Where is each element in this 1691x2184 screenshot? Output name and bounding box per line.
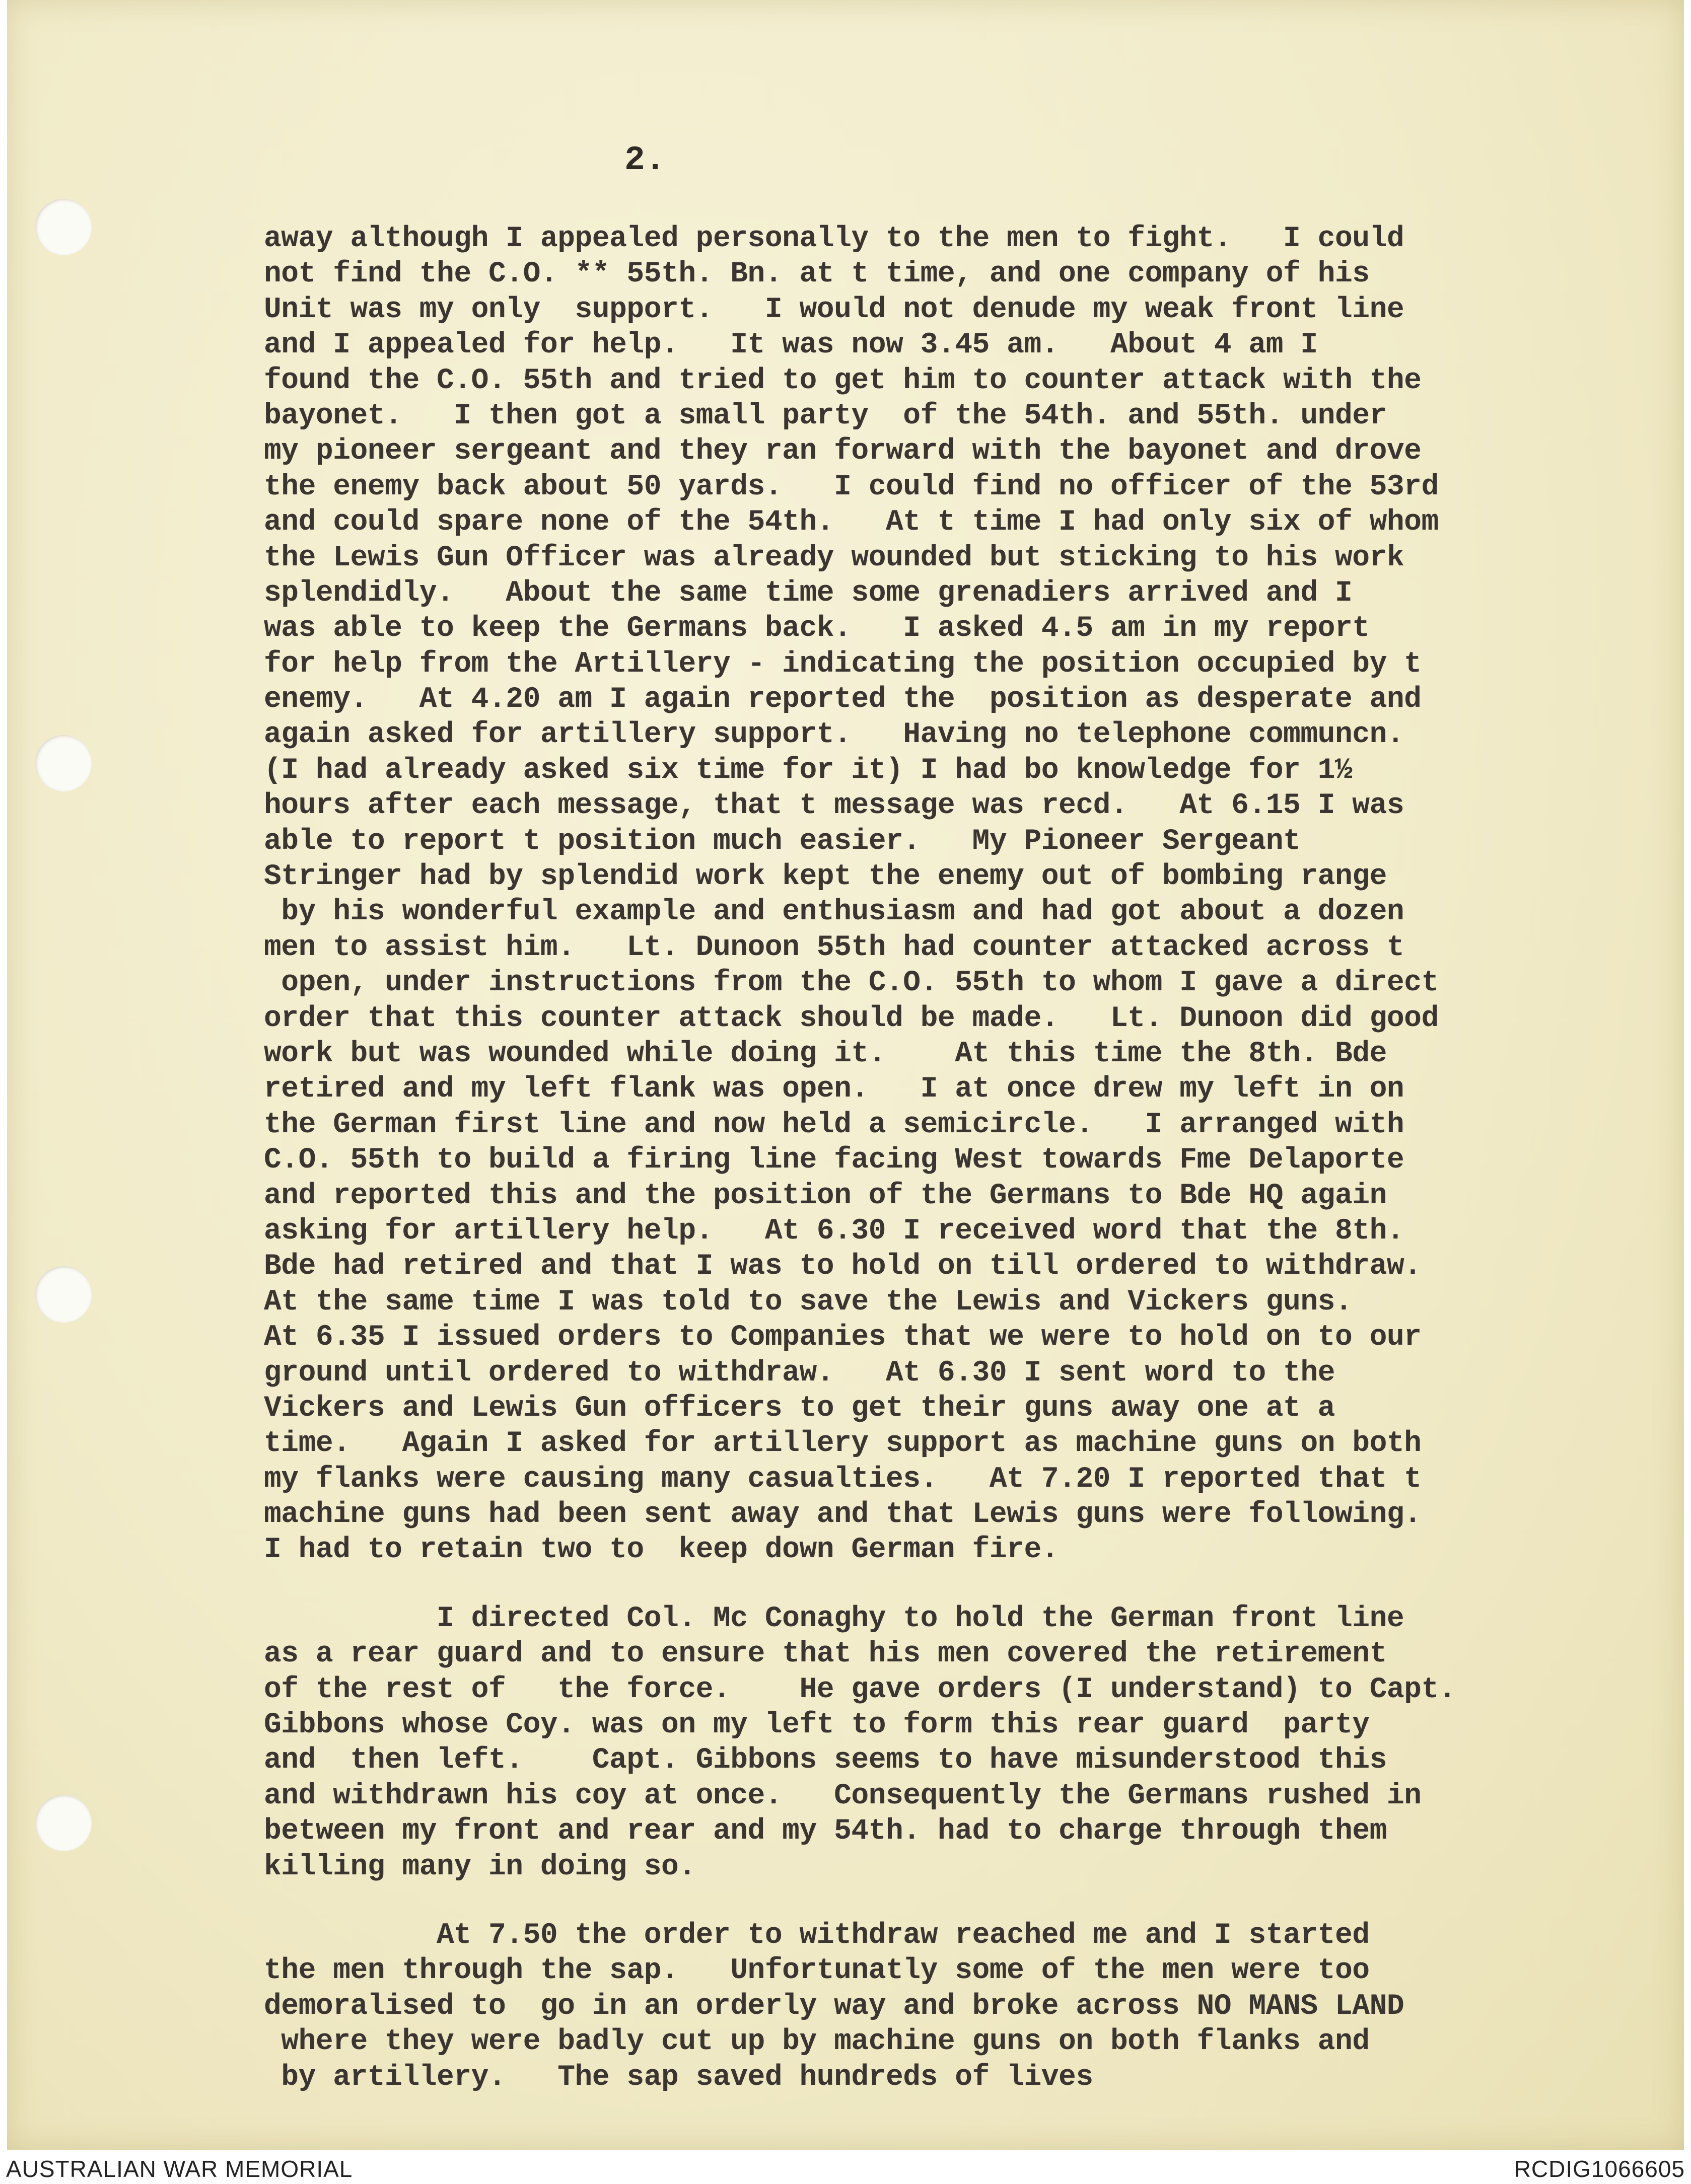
text-line: and withdrawn his coy at once. Consequently the Germans rushed in	[264, 1779, 1422, 1812]
text-line: asking for artillery help. At 6.30 I received word that the 8th.	[264, 1214, 1404, 1248]
text-line: (I had already asked six time for it) I had bo knowledge for 1½	[264, 754, 1353, 787]
text-line: Gibbons whose Coy. was on my left to form this rear guard party	[264, 1709, 1370, 1742]
text-line: splendidly. About the same time some grenadiers arrived and I	[264, 576, 1353, 610]
footer-bar	[0, 2152, 1691, 2184]
text-line: I had to retain two to keep down German fire.	[264, 1534, 1059, 1567]
text-line: Vickers and Lewis Gun officers to get their guns away one at a	[264, 1392, 1335, 1425]
text-line: by his wonderful example and enthusiasm and had got about a dozen	[264, 896, 1404, 929]
text-line: Stringer had by splendid work kept the enemy out of bombing range	[264, 860, 1387, 894]
text-line: not find the C.O. ** 55th. Bn. at t time, and one company of his	[264, 258, 1370, 291]
text-line: Unit was my only support. I would not denude my weak front line	[264, 293, 1404, 326]
text-line: and could spare none of the 54th. At t time I had only six of whom	[264, 506, 1439, 539]
paragraph-gap	[264, 1885, 1669, 1918]
text-line: C.O. 55th to build a firing line facing West towards Fme Delaporte	[264, 1144, 1404, 1177]
text-line: of the rest of the force. He gave orders (I understand) to Capt.	[264, 1673, 1456, 1706]
text-line: bayonet. I then got a small party of the 54th. and 55th. under	[264, 399, 1387, 432]
text-line: the German first line and now held a semicircle. I arranged with	[264, 1108, 1404, 1141]
footer-archive-name: AUSTRALIAN WAR MEMORIAL	[6, 2156, 353, 2182]
text-line: the Lewis Gun Officer was already wounded but sticking to his work	[264, 541, 1404, 574]
page-number: 2.	[624, 141, 666, 180]
text-line: hours after each message, that t message was recd. At 6.15 I was	[264, 789, 1404, 823]
text-line: enemy. At 4.20 am I again reported the position as desperate and	[264, 683, 1422, 716]
text-line: able to report t position much easier. My Pioneer Sergeant	[264, 825, 1301, 858]
text-line: again asked for artillery support. Having no telephone communcn.	[264, 718, 1404, 752]
text-line: where they were badly cut up by machine guns on both flanks and	[264, 2025, 1370, 2059]
text-line: ground until ordered to withdraw. At 6.30 I sent word to the	[264, 1356, 1335, 1390]
text-line: open, under instructions from the C.O. 55th to whom I gave a direct	[264, 967, 1439, 1000]
text-line: At the same time I was told to save the Lewis and Vickers guns.	[264, 1285, 1353, 1319]
typed-text-body	[264, 222, 1669, 2095]
punch-hole	[35, 199, 92, 255]
text-line: Bde had retired and that I was to hold on till ordered to withdraw.	[264, 1250, 1422, 1283]
text-line: my pioneer sergeant and they ran forward with the bayonet and drove	[264, 435, 1422, 468]
text-line: machine guns had been sent away and that Lewis guns were following.	[264, 1498, 1422, 1532]
text-line: At 6.35 I issued orders to Companies that we were to hold on to our	[264, 1321, 1422, 1354]
text-line: and I appealed for help. It was now 3.45 am. About 4 am I	[264, 329, 1318, 362]
text-line: the enemy back about 50 yards. I could find no officer of the 53rd	[264, 470, 1439, 503]
text-line: for help from the Artillery - indicating the position occupied by t	[264, 647, 1422, 681]
text-line: killing many in doing so.	[264, 1850, 696, 1883]
document-page	[7, 0, 1684, 2150]
text-line: away although I appealed personally to the men to fight. I could	[264, 223, 1404, 255]
text-line: work but was wounded while doing it. At this time the 8th. Bde	[264, 1037, 1387, 1070]
text-line: and then left. Capt. Gibbons seems to have misunderstood this	[264, 1744, 1387, 1777]
text-line: as a rear guard and to ensure that his men covered the retirement	[264, 1638, 1387, 1671]
text-line: the men through the sap. Unfortunatly some of the men were too	[264, 1954, 1370, 1988]
paragraph-gap	[264, 1568, 1669, 1601]
footer-record-id: RCDIG1066605	[1514, 2156, 1685, 2182]
text-line: between my front and rear and my 54th. had to charge through them	[264, 1815, 1387, 1848]
text-line: by artillery. The sap saved hundreds of lives	[264, 2061, 1093, 2094]
text-line: time. Again I asked for artillery support as machine guns on both	[264, 1427, 1422, 1461]
text-line: order that this counter attack should be made. Lt. Dunoon did good	[264, 1002, 1439, 1035]
text-line: found the C.O. 55th and tried to get him to counter attack with the	[264, 364, 1422, 397]
text-line: retired and my left flank was open. I at once drew my left in on	[264, 1073, 1404, 1106]
text-line: At 7.50 the order to withdraw reached me and I started	[264, 1919, 1370, 1952]
text-line: demoralised to go in an orderly way and broke across NO MANS LAND	[264, 1990, 1404, 2023]
punch-hole	[35, 735, 92, 791]
punch-hole	[35, 1266, 92, 1323]
punch-hole	[35, 1795, 92, 1851]
text-line: I directed Col. Mc Conaghy to hold the German front line	[264, 1602, 1404, 1635]
text-line: was able to keep the Germans back. I asked 4.5 am in my report	[264, 612, 1370, 645]
text-line: men to assist him. Lt. Dunoon 55th had counter attacked across t	[264, 931, 1404, 964]
text-line: and reported this and the position of the Germans to Bde HQ again	[264, 1179, 1387, 1212]
text-line: my flanks were causing many casualties. At 7.20 I reported that t	[264, 1463, 1422, 1496]
